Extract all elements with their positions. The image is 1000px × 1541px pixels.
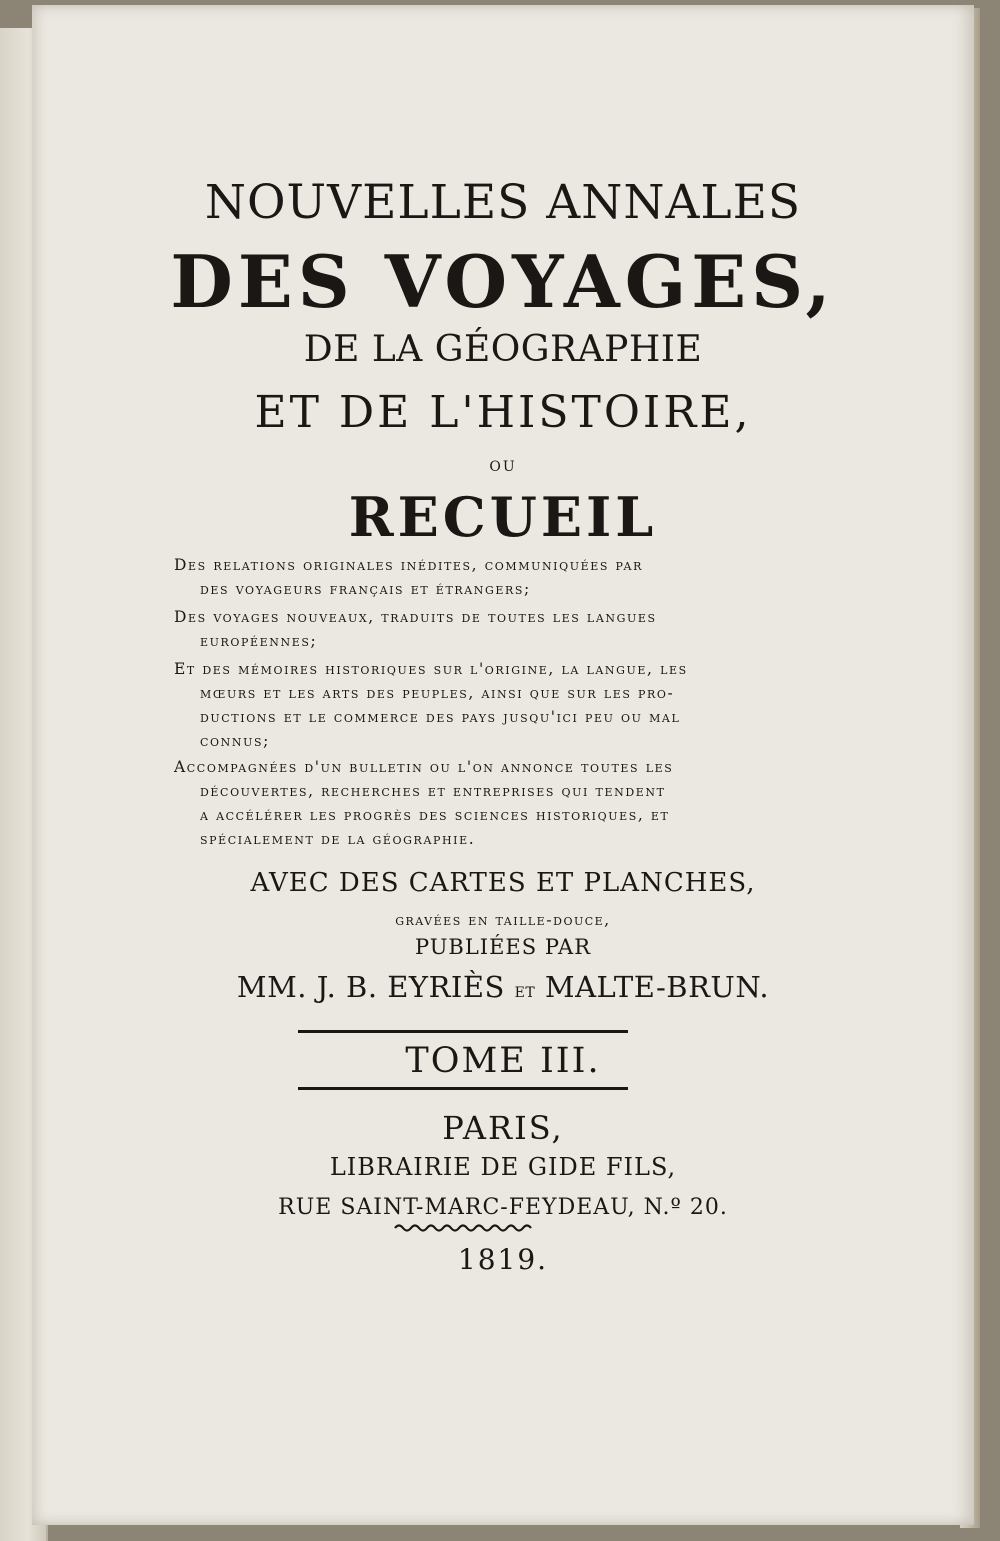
volume-rule-top bbox=[298, 1030, 628, 1033]
illustrations-line: AVEC DES CARTES ET PLANCHES, bbox=[250, 868, 756, 898]
title-line-1: NOUVELLES ANNALES bbox=[204, 175, 802, 230]
ornamental-rule bbox=[393, 1222, 533, 1234]
description-line: des voyageurs français et étrangers; bbox=[200, 580, 531, 598]
description-paragraph-2 bbox=[174, 605, 764, 653]
title-line-4: ET DE L'HISTOIRE, bbox=[254, 387, 752, 438]
description-line: ductions et le commerce des pays jusqu'ici peu ou mal bbox=[200, 708, 681, 726]
volume-number: TOME III. bbox=[405, 1041, 601, 1081]
title-line-2: DES VOYAGES, bbox=[170, 239, 836, 324]
author-malte-brun: MALTE-BRUN. bbox=[544, 970, 770, 1004]
description-line: Et des mémoires historiques sur l'origine, la langue, les bbox=[174, 660, 688, 678]
imprint-year: 1819. bbox=[457, 1243, 549, 1276]
imprint-publisher: LIBRAIRIE DE GIDE FILS, bbox=[329, 1153, 677, 1181]
title-page bbox=[32, 5, 974, 1525]
description-line: Des voyages nouveaux, traduits de toutes les langues bbox=[174, 608, 657, 626]
description-paragraph-3 bbox=[174, 657, 764, 753]
description-line: découvertes, recherches et entreprises qui tendent bbox=[200, 782, 666, 800]
volume-rule-bottom bbox=[298, 1087, 628, 1090]
description-paragraph-1 bbox=[174, 553, 764, 601]
description-line: a accélérer les progrès des sciences historiques, et bbox=[200, 806, 670, 824]
author-eyries: MM. J. B. EYRIÈS bbox=[236, 970, 505, 1004]
authors-line bbox=[32, 970, 974, 1004]
description-line: spécialement de la géographie. bbox=[200, 830, 476, 848]
description-line: mœurs et les arts des peuples, ainsi que sur les pro- bbox=[200, 684, 675, 702]
description-paragraph-4 bbox=[174, 755, 764, 851]
description-line: Des relations originales inédites, communiquées par bbox=[174, 556, 643, 574]
engraving-line: gravées en taille-douce, bbox=[395, 910, 611, 929]
description-line: européennes; bbox=[200, 632, 318, 650]
authors-conjunction: et bbox=[514, 978, 536, 1002]
title-line-3: DE LA GÉOGRAPHIE bbox=[303, 329, 703, 370]
imprint-address: RUE SAINT-MARC-FEYDEAU, N.º 20. bbox=[278, 1195, 728, 1220]
published-by-line: PUBLIÉES PAR bbox=[414, 935, 592, 959]
description-line: connus; bbox=[200, 732, 270, 750]
title-line-recueil: RECUEIL bbox=[348, 485, 658, 549]
imprint-city: PARIS, bbox=[442, 1109, 564, 1147]
description-line: Accompagnées d'un bulletin ou l'on annonce toutes les bbox=[174, 758, 674, 776]
title-conjunction: ou bbox=[489, 452, 517, 476]
